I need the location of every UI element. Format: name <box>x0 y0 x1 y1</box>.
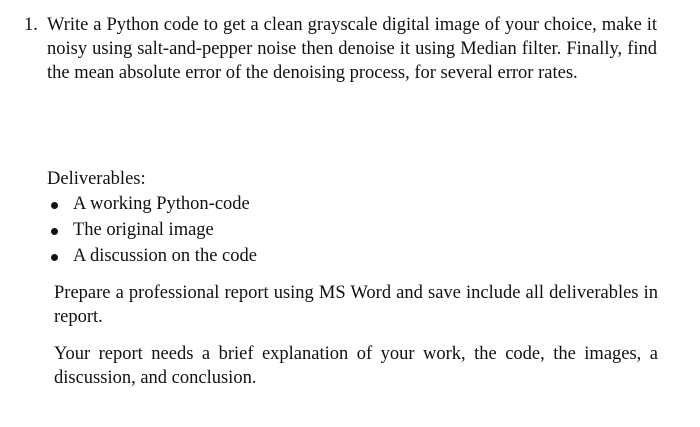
report-requirements-paragraph: Your report needs a brief explanation of your work, the code, the images, a discussion, and conclusion. <box>54 344 658 388</box>
question-number: 1. <box>24 15 38 35</box>
question-text: Write a Python code to get a clean grayscale digital image of your choice, make it noisy using salt-and-pepper noise then denoise it using Median filter. Finally, find the mean absolute error of the denoising process, for several error rates. <box>47 15 657 83</box>
bullet-icon <box>51 228 58 235</box>
deliverables-heading: Deliverables: <box>47 169 146 189</box>
list-item-label: The original image <box>73 220 214 240</box>
list-item <box>47 244 257 270</box>
list-item <box>47 192 257 218</box>
list-item-label: A working Python-code <box>73 194 250 214</box>
list-item <box>47 218 257 244</box>
deliverables-list <box>47 192 257 270</box>
bullet-icon <box>51 254 58 261</box>
report-instructions-paragraph: Prepare a professional report using MS Word and save include all deliverables in report. <box>54 283 658 327</box>
list-item-label: A discussion on the code <box>73 246 257 266</box>
bullet-icon <box>51 202 58 209</box>
